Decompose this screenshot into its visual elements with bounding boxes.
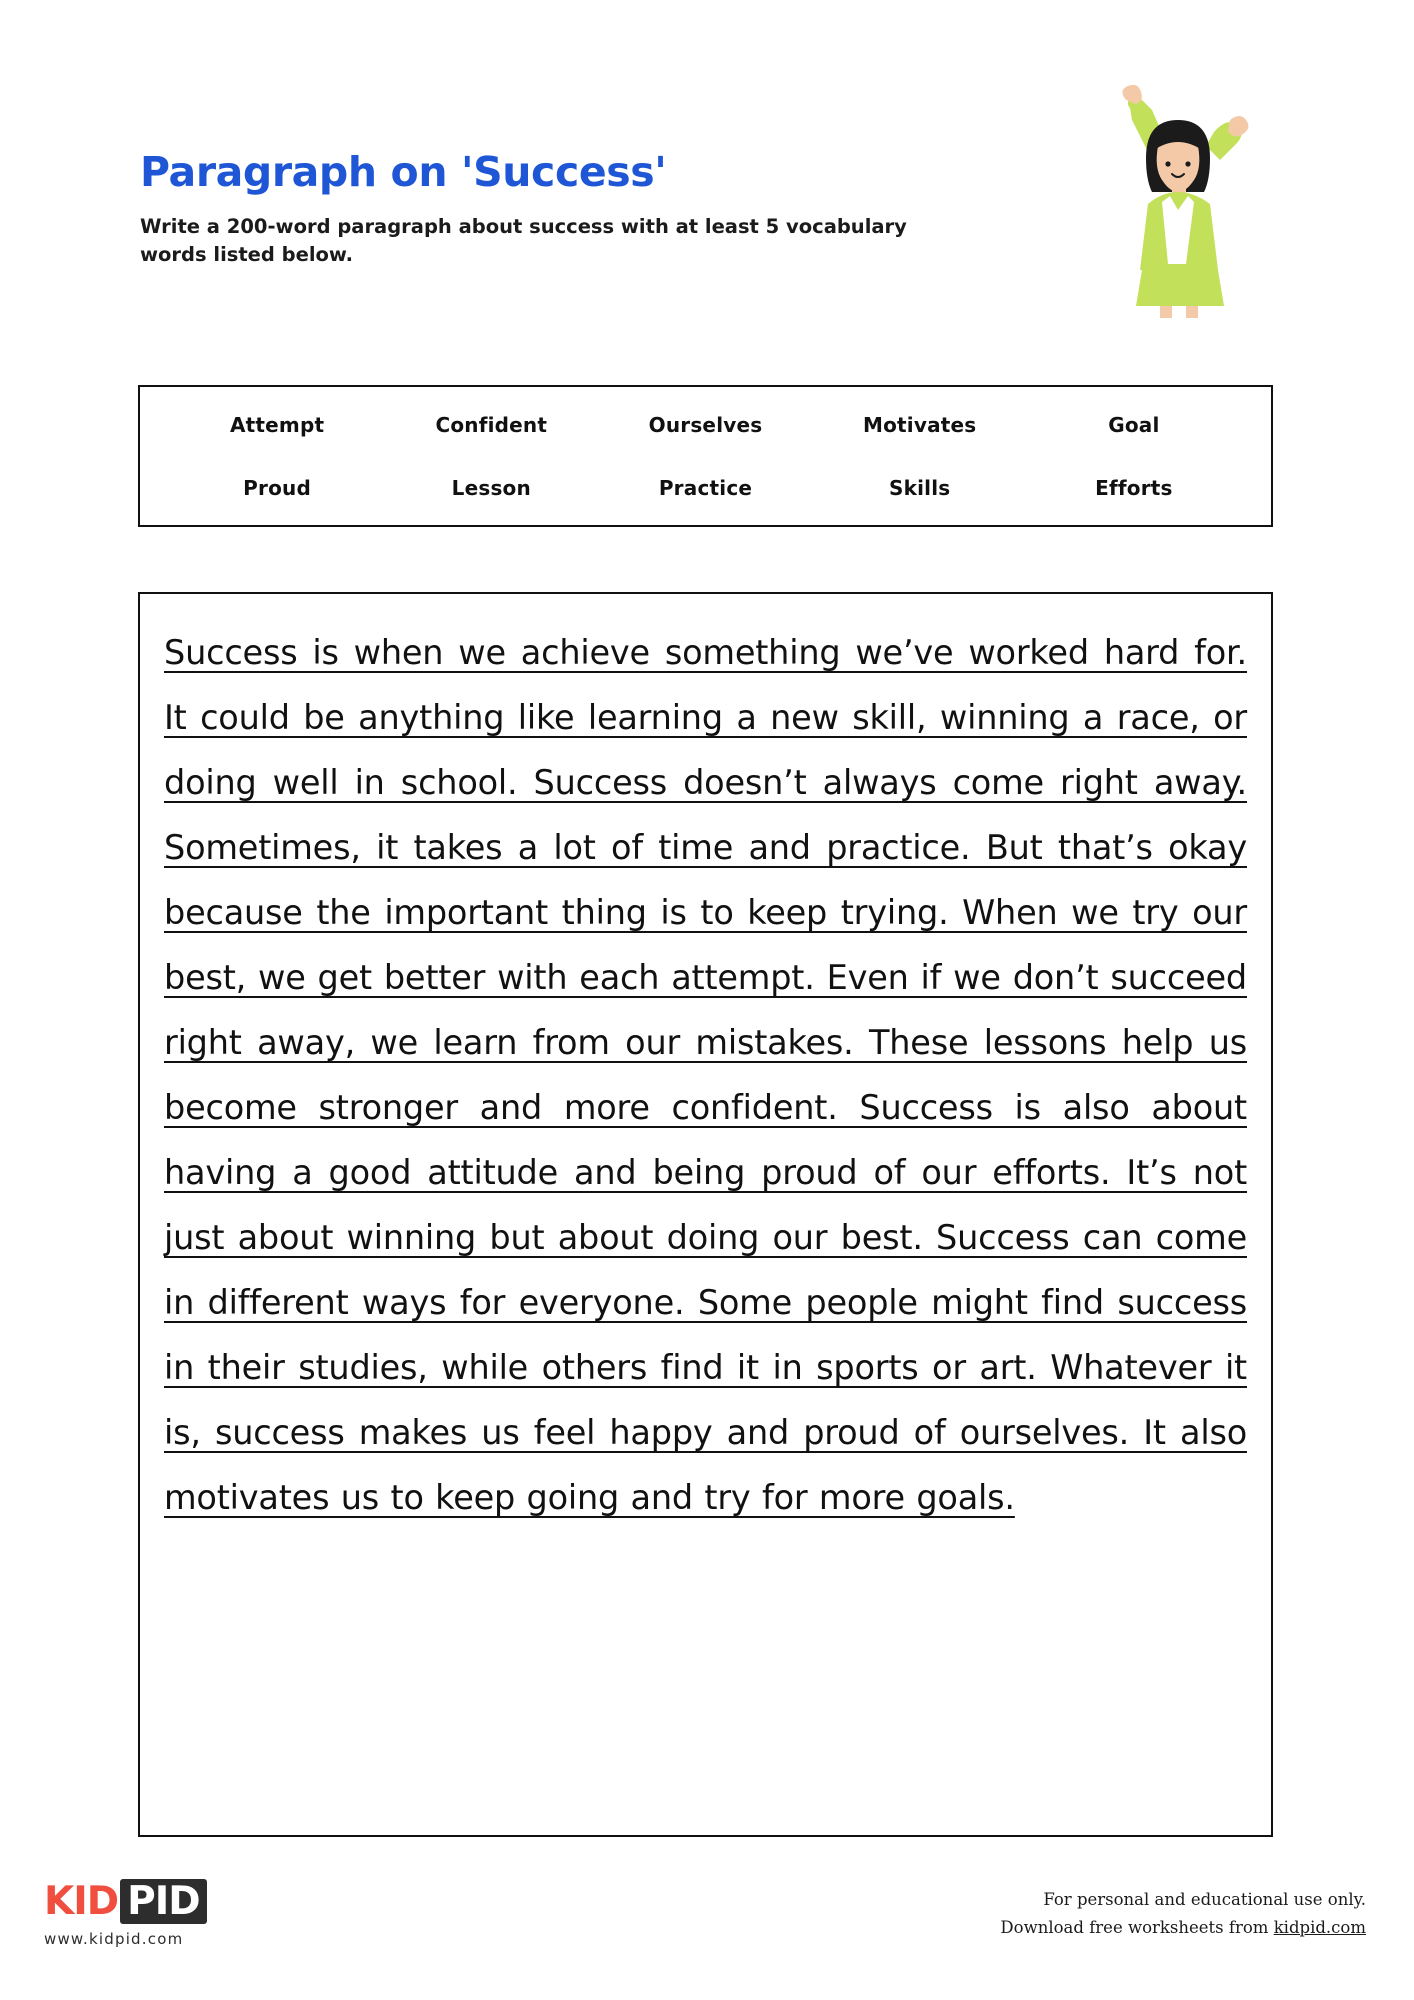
logo-kid-text: KID (44, 1879, 119, 1924)
vocabulary-box (138, 385, 1273, 527)
worksheet-header (140, 150, 1040, 270)
footer-note-prefix: Download free worksheets from (1000, 1917, 1274, 1937)
page-title: Paragraph on 'Success' (140, 148, 667, 196)
logo-wordmark (44, 1879, 254, 1924)
vocab-word: Attempt (229, 412, 325, 437)
logo-pid-text: PID (120, 1879, 206, 1924)
logo-website-url: www.kidpid.com (44, 1930, 184, 1948)
vocab-word: Motivates (862, 412, 977, 437)
answer-box[interactable] (138, 592, 1273, 1837)
vocabulary-grid (140, 387, 1271, 525)
vocab-word: Ourselves (648, 412, 763, 437)
answer-paragraph: Success is when we achieve something we’ve worked hard for. It could be anything like learning a new skill, winning a race, or doing well in school. Success doesn’t always come right away. Sometimes, it takes a lot of time and practice. But that’s okay because the important thing is to keep trying. When we try our best, we get better with each attempt. Even if we don’t succeed right away, we learn from our mistakes. These lessons help us become stronger and more confident. Success is also about having a good attitude and being proud of our efforts. It’s not just about winning but about doing our best. Success can come in different ways for everyone. Some people might find success in their studies, while others find it in sports or art. Whatever it is, success makes us feel happy and proud of ourselves. It also motivates us to keep going and try for more goals. (164, 633, 1247, 1517)
vocab-word: Efforts (1095, 475, 1173, 500)
vocab-word: Goal (1108, 412, 1160, 437)
footer-note-line1: For personal and educational use only. (1043, 1889, 1366, 1909)
vocab-word: Lesson (451, 475, 531, 500)
vocab-word: Practice (658, 475, 753, 500)
girl-cheering-illustration (1074, 80, 1274, 320)
vocab-word: Skills (889, 475, 951, 500)
kidpid-logo (44, 1879, 254, 1948)
footer-note-line2 (1000, 1914, 1366, 1942)
footer-usage-note (1000, 1886, 1366, 1942)
instructions-text: Write a 200-word paragraph about success with at least 5 vocabulary words listed below. (140, 215, 907, 267)
kidpid-link[interactable]: kidpid.com (1273, 1917, 1366, 1937)
vocab-word: Proud (243, 475, 311, 500)
vocab-word: Confident (435, 412, 548, 437)
